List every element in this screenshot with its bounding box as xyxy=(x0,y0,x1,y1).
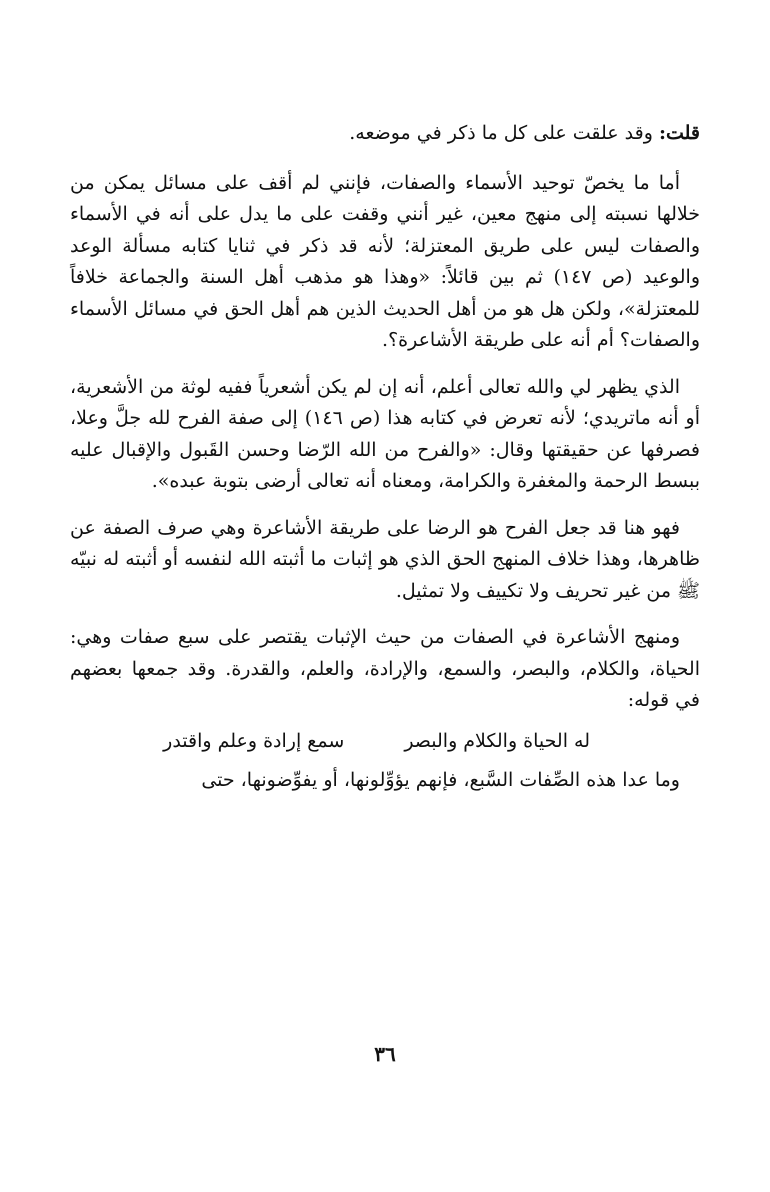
page-number: ٣٦ xyxy=(374,1042,396,1066)
paragraph-3: فهو هنا قد جعل الفرح هو الرضا على طريقة الأشاعرة وهي صرف الصفة عن ظاهرها، وهذا خلاف المنهج الحق الذي هو إثبات ما أثبته الله لنفسه أو أثبته له نبيّه ﷺ من غير تحريف ولا تكييف ولا تمثيل. xyxy=(70,516,700,602)
verse-first-hemistich: له الحياة والكلام والبصر xyxy=(404,729,590,752)
paragraph-2: الذي يظهر لي والله تعالى أعلم، أنه إن لم يكن أشعرياً ففيه لوثة من الأشعرية، أو أنه ماتريدي؛ لأنه تعرض في كتابه هذا (ص ١٤٦) إلى صفة الفرح لله جلَّ وعلا، فصرفها عن حقيقتها وقال: «والفرح من الله الرّضا وحسن القَبول والإقبال عليه ببسط الرحمة والمغفرة والكرامة، ومعناه أنه تعالى أرضى بتوبة عبده». xyxy=(70,375,700,492)
intro-lead: قلت: xyxy=(658,122,700,144)
closing-paragraph: وما عدا هذه الصِّفات السَّبع، فإنهم يؤوِّلونها، أو يفوِّضونها، حتى xyxy=(201,768,680,791)
intro-paragraph xyxy=(70,118,700,150)
poem-verse xyxy=(70,717,700,765)
intro-text: وقد علقت على كل ما ذكر في موضعه. xyxy=(349,122,659,144)
page-body xyxy=(70,118,700,796)
paragraph-4: ومنهج الأشاعرة في الصفات من حيث الإثبات يقتصر على سبع صفات وهي: الحياة، والكلام، والبصر، والسمع، والإرادة، والعلم، والقدرة. وقد جمعها بعضهم في قوله: xyxy=(70,626,700,711)
verse-second-hemistich: سمع إرادة وعلم واقتدر xyxy=(163,729,345,752)
paragraph-1: أما ما يخصّ توحيد الأسماء والصفات، فإنني لم أقف على مسائل يمكن من خلالها نسبته إلى منهج معين، غير أنني وقفت على ما يدل على أنه في الأسماء والصفات ليس على طريق المعتزلة؛ لأنه قد ذكر في ثنايا كتابه مسألة الوعد والوعيد (ص ١٤٧) ثم بين قائلاً: «وهذا هو مذهب أهل السنة والجماعة خلافاً للمعتزلة»، ولكن هل هو من أهل الحديث الذين هم أهل الحق في مسائل الأسماء والصفات؟ أم أنه على طريقة الأشاعرة؟. xyxy=(70,171,700,351)
